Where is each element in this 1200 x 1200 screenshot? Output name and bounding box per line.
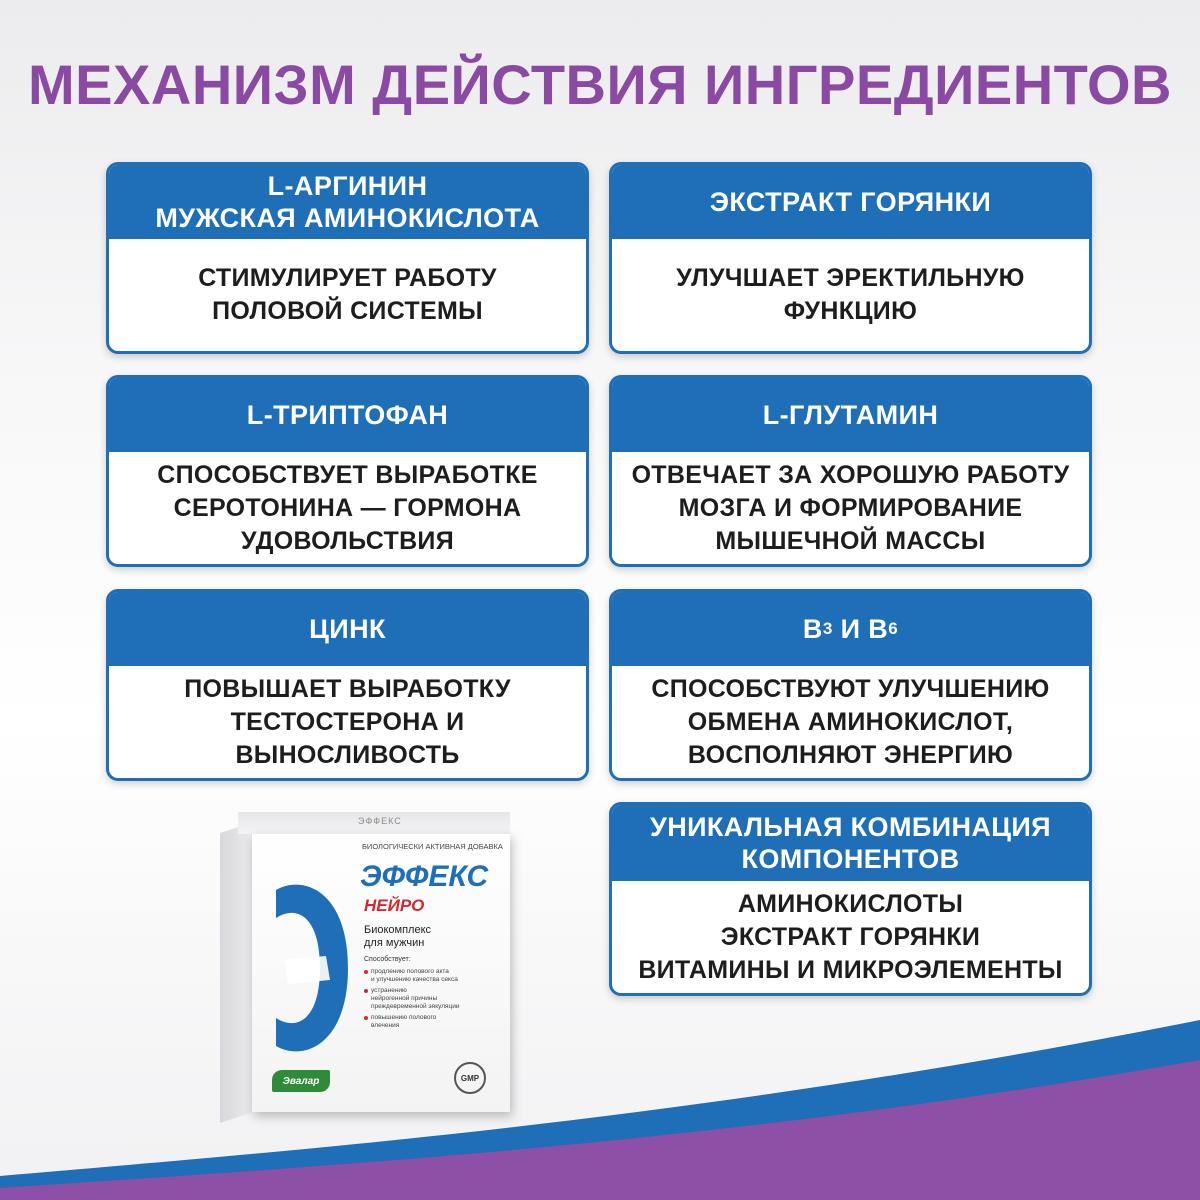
card-heading: B 3 И B 6 [612, 592, 1089, 666]
card-text: АМИНОКИСЛОТЫ ЭКСТРАКТ ГОРЯНКИ ВИТАМИНЫ И МИКРОЭЛЕМЕНТЫ [638, 889, 1063, 984]
package-description: Биокомплекс для мужчин [364, 924, 432, 949]
package-sub-brand: НЕЙРО [364, 896, 425, 915]
heading-and-b: И B [832, 614, 889, 644]
ingredient-card-horny-goat-weed [609, 162, 1092, 354]
card-text: СТИМУЛИРУЕТ РАБОТУ ПОЛОВОЙ СИСТЕМЫ [198, 264, 497, 325]
card-heading: L-АРГИНИН МУЖСКАЯ АМИНОКИСЛОТА [109, 165, 586, 239]
card-text: ПОВЫШАЕТ ВЫРАБОТКУ ТЕСТОСТЕРОНА И ВЫНОСЛИВОСТЬ [184, 674, 511, 769]
package-bullet: устранению нейрогенной причины преждевременной эякуляции [364, 987, 504, 1011]
package-bullets [364, 968, 504, 1033]
ingredient-card-glutamine [609, 375, 1092, 567]
card-heading: L-ГЛУТАМИН [612, 378, 1089, 452]
heading-vitamin-b: B [802, 614, 823, 644]
package-subtitle: БИОЛОГИЧЕСКИ АКТИВНАЯ ДОБАВКА [362, 842, 503, 851]
package-side [220, 822, 254, 1123]
ingredient-card-zinc [106, 589, 589, 781]
ingredient-card-arginine [106, 162, 589, 354]
maker-logo: Эвалар [272, 1070, 330, 1092]
package-brand: ЭФФЕКС [360, 860, 489, 893]
package-top [238, 812, 510, 834]
product-package [216, 812, 512, 1114]
page-title: МЕХАНИЗМ ДЕЙСТВИЯ ИНГРЕДИЕНТОВ [28, 53, 1172, 116]
ingredient-card-tryptophan [106, 375, 589, 567]
gmp-badge-icon: GMP [454, 1062, 486, 1094]
package-bullet: продлению полового акта и улучшению качества секса [364, 968, 504, 984]
card-text: СПОСОБСТВУЮТ УЛУЧШЕНИЮ ОБМЕНА АМИНОКИСЛОТ, ВОСПОЛНЯЮТ ЭНЕРГИЮ [651, 674, 1050, 769]
package-bullet: повышению полового влечения [364, 1014, 504, 1030]
card-text: ОТВЕЧАЕТ ЗА ХОРОШУЮ РАБОТУ МОЗГА И ФОРМИРОВАНИЕ МЫШЕЧНОЙ МАССЫ [631, 460, 1070, 555]
brand-letter-e-icon [264, 868, 354, 1068]
package-top-label: ЭФФЕКС [358, 816, 402, 826]
package-effects-label: Способствует: [364, 956, 411, 963]
card-text: УЛУЧШАЕТ ЭРЕКТИЛЬНУЮ ФУНКЦИЮ [676, 264, 1025, 325]
ingredient-card-unique-combination [609, 802, 1092, 996]
card-heading: ЭКСТРАКТ ГОРЯНКИ [612, 165, 1089, 239]
card-heading: УНИКАЛЬНАЯ КОМБИНАЦИЯ КОМПОНЕНТОВ [612, 805, 1089, 881]
card-heading: ЦИНК [109, 592, 586, 666]
ingredient-card-vitamins-b3-b6 [609, 589, 1092, 781]
package-front [252, 834, 510, 1112]
card-heading: L-ТРИПТОФАН [109, 378, 586, 452]
card-text: СПОСОБСТВУЕТ ВЫРАБОТКЕ СЕРОТОНИНА — ГОРМОНА УДОВОЛЬСТВИЯ [157, 460, 538, 555]
